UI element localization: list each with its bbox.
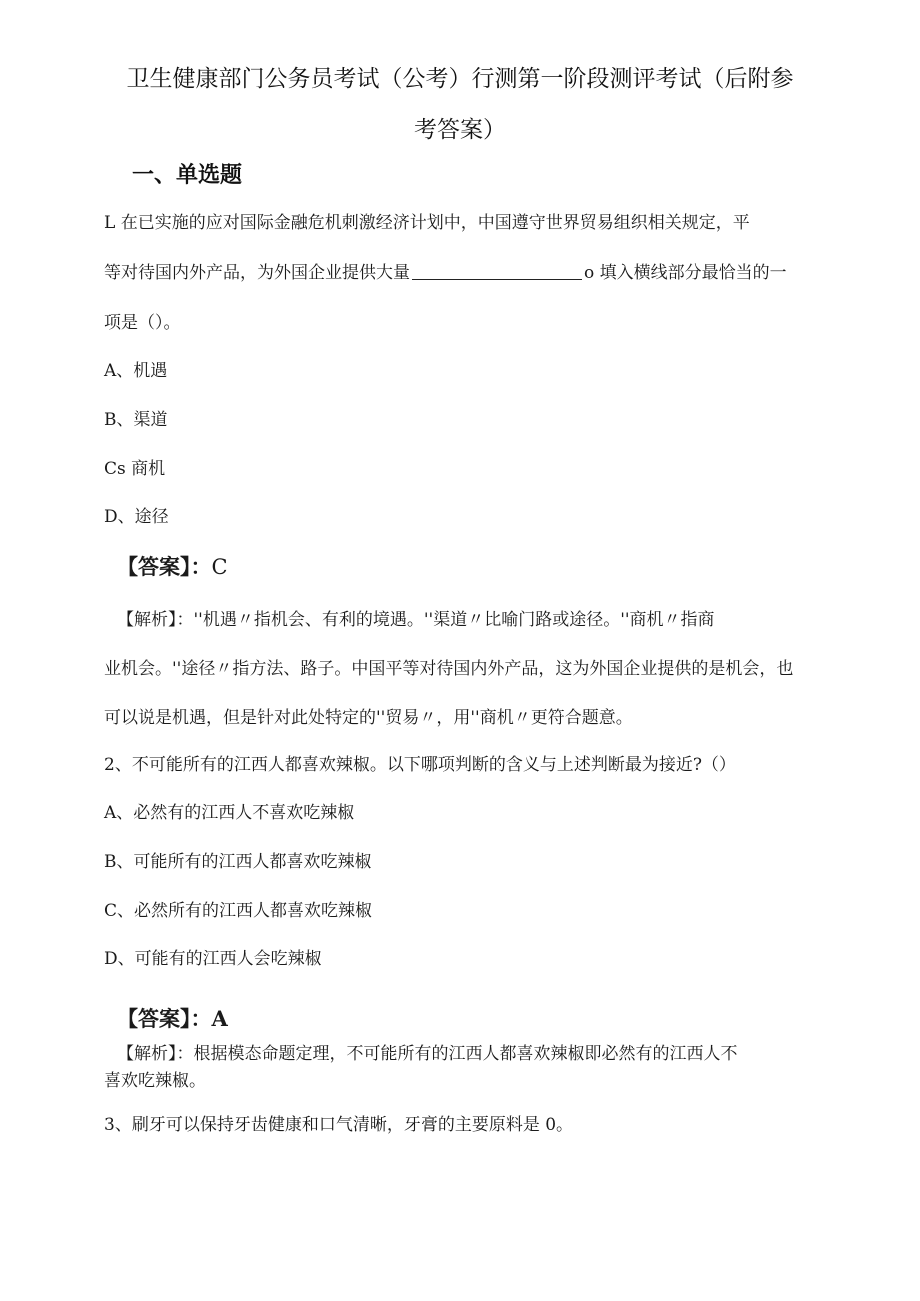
q1-option-c: Cs 商机 xyxy=(104,459,166,479)
q1-stem-before-blank: 等对待国内外产品，为外国企业提供大量 xyxy=(104,263,410,283)
q2-option-c: C、必然所有的江西人都喜欢吃辣椒 xyxy=(104,901,373,921)
q1-answer-label: 【答案】： xyxy=(117,555,212,579)
q1-stem-line-1: L 在已实施的应对国际金融危机刺激经济计划中，中国遵守世界贸易组织相关规定，平 xyxy=(104,213,750,233)
q2-analysis-line-1: 【解析】：根据模态命题定理，不可能所有的江西人都喜欢辣椒即必然有的江西人不 xyxy=(117,1044,738,1064)
q1-stem-line-2 xyxy=(104,258,787,283)
q2-answer-label: 【答案】 xyxy=(117,1007,191,1031)
q1-answer xyxy=(117,551,228,581)
document-title-line-2: 考答案） xyxy=(414,117,506,143)
q2-answer xyxy=(117,1003,228,1033)
q2-option-d: D、可能有的江西人会吃辣椒 xyxy=(104,949,322,969)
q2-answer-value: ：A xyxy=(190,1006,228,1031)
q1-analysis-line-2: 业机会。''途径〃指方法、路子。中国平等对待国内外产品，这为外国企业提供的是机会，也 xyxy=(104,659,794,679)
document-title-line-1: 卫生健康部门公务员考试（公考）行测第一阶段测评考试（后附参 xyxy=(126,66,794,92)
q1-stem-after-blank: o 填入横线部分最恰当的一 xyxy=(584,263,787,283)
q1-analysis-line-1: 【解析】：''机遇〃指机会、有利的境遇。''渠道〃比喻门路或途径。''商机〃指商 xyxy=(117,610,715,630)
fill-blank xyxy=(412,262,582,280)
q2-option-a: A、必然有的江西人不喜欢吃辣椒 xyxy=(104,803,355,823)
q3-stem: 3、刷牙可以保持牙齿健康和口气清晰，牙膏的主要原料是 0。 xyxy=(104,1115,574,1135)
q1-option-a: A、机遇 xyxy=(104,361,168,381)
q2-option-b: B、可能所有的江西人都喜欢吃辣椒 xyxy=(104,852,372,872)
q2-stem: 2、不可能所有的江西人都喜欢辣椒。以下哪项判断的含义与上述判断最为接近?（） xyxy=(104,755,736,775)
q1-option-b: B、渠道 xyxy=(104,410,168,430)
section-heading: 一、单选题 xyxy=(132,163,243,188)
q2-analysis-line-2: 喜欢吃辣椒。 xyxy=(104,1071,206,1091)
q1-option-d: D、途径 xyxy=(104,507,169,527)
q1-stem-line-3: 项是（）。 xyxy=(104,313,181,333)
q1-answer-value: C xyxy=(211,555,228,579)
q1-analysis-line-3: 可以说是机遇，但是针对此处特定的''贸易〃，用''商机〃更符合题意。 xyxy=(104,708,633,728)
